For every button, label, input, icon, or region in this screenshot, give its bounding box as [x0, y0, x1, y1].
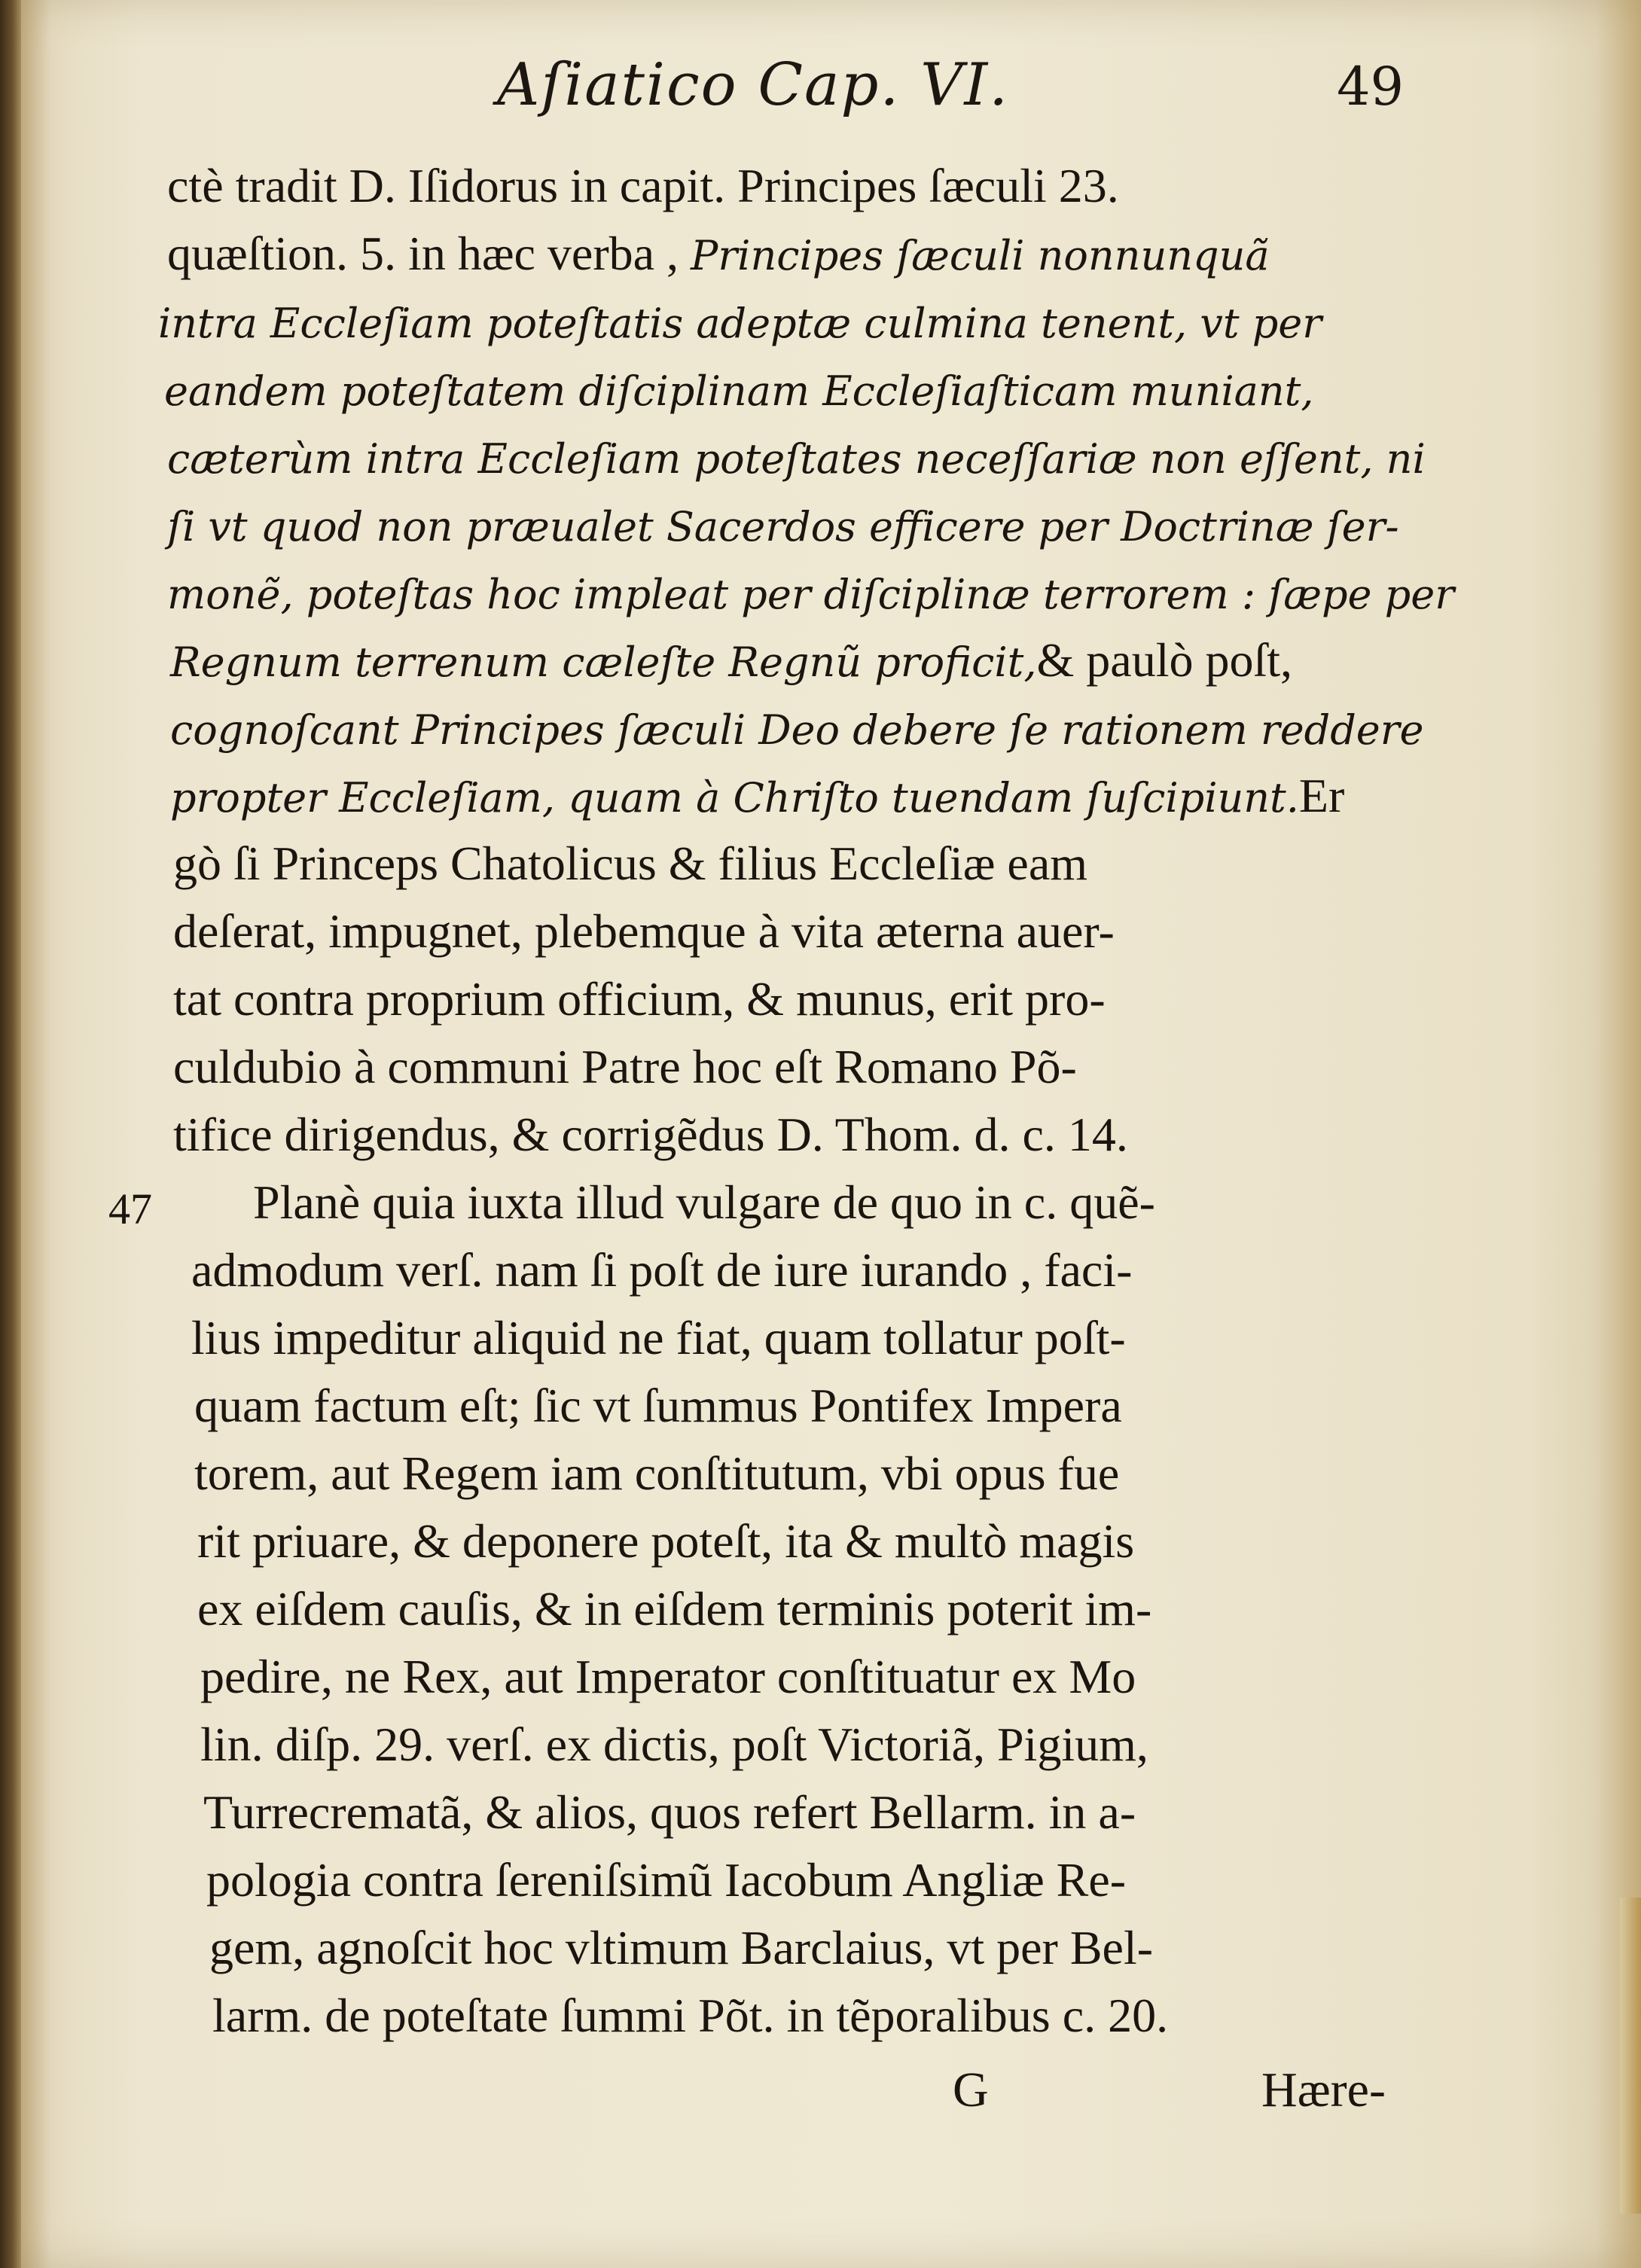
text-line [200, 1643, 1136, 1711]
text-line [209, 1914, 1153, 1982]
text-line [164, 355, 1313, 423]
line-roman: Planè quia iuxta illud vulgare de quo in c. quẽ- [253, 1175, 1155, 1229]
line-italic: Principes ſæculi nonnunquã [691, 232, 1270, 279]
line-italic: ſi vt quod non præualet Sacerdos efficere per Doctrinæ ſer- [167, 503, 1399, 550]
catchword: Hære- [1261, 2062, 1386, 2117]
text-line [197, 1575, 1151, 1643]
text-line [206, 1846, 1126, 1914]
line-italic: Regnum terrenum cæleſte Regnũ proficit, [170, 639, 1037, 686]
page-number: 49 [1337, 56, 1405, 117]
line-roman: torem, aut Regem iam conſtitutum, vbi opus fue [194, 1446, 1120, 1500]
text-line [212, 1982, 1168, 2050]
text-line [167, 152, 1119, 220]
text-line [173, 830, 1087, 898]
line-roman: Turrecrematã, & alios, quos refert Bellarm. in a- [203, 1785, 1136, 1839]
text-line [203, 1779, 1136, 1846]
text-line [167, 423, 1426, 491]
running-head: Aſiatico Cap. VI. [497, 51, 1010, 119]
line-roman: quam factum eſt; ſic vt ſummus Pontifex Impera [194, 1379, 1122, 1432]
text-line [200, 1711, 1148, 1779]
text-line [253, 1169, 1155, 1236]
line-roman: gem, agnoſcit hoc vltimum Barclaius, vt per Bel- [209, 1921, 1154, 1974]
line-roman: larm. de poteſtate ſummi Põt. in tẽporalibus c. 20. [212, 1989, 1169, 2042]
text-line [173, 1033, 1077, 1101]
text-line [194, 1440, 1119, 1507]
text-line [170, 694, 1424, 762]
text-line [197, 1507, 1134, 1575]
line-roman: ex eiſdem cauſis, & in eiſdem terminis poterit im- [197, 1582, 1152, 1635]
text-line [158, 288, 1322, 355]
line-roman: lius impeditur aliquid ne fiat, quam tollatur poſt- [191, 1311, 1126, 1364]
text-line [170, 762, 1344, 830]
line-italic: intra Eccleſiam poteſtatis adeptæ culmina tenent, vt per [158, 300, 1322, 347]
line-italic: monẽ, poteſtas hoc impleat per diſciplinæ terrorem : ſæpe per [167, 571, 1455, 618]
line-italic: eandem poteſtatem diſciplinam Eccleſiaſticam muniant, [164, 367, 1314, 415]
margin-paragraph-number: 47 [108, 1184, 152, 1233]
line-roman: culdubio à communi Patre hoc eſt Romano Põ- [173, 1040, 1077, 1093]
text-line [167, 220, 1270, 288]
text-line [167, 491, 1399, 559]
line-roman: pedire, ne Rex, aut Imperator conſtituatur ex Mo [200, 1650, 1136, 1703]
text-line [191, 1236, 1132, 1304]
line-roman: tat contra proprium officium, & munus, erit pro- [173, 972, 1106, 1026]
text-line [173, 1101, 1128, 1169]
line-roman: rit priuare, & deponere poteſt, ita & multò magis [197, 1514, 1135, 1568]
line-roman: quæſtion. 5. in hæc verba , [167, 227, 691, 280]
line-roman: pologia contra ſereniſsimũ Iacobum Angliæ Re- [206, 1853, 1127, 1907]
line-italic: propter Eccleſiam, quam à Chriſto tuendam ſuſcipiunt. [170, 774, 1299, 822]
line-roman: & paulò poſt, [1036, 633, 1293, 687]
text-line [194, 1372, 1122, 1440]
line-roman: admodum verſ. nam ſi poſt de iure iurando , faci- [191, 1243, 1133, 1297]
line-italic: cæterùm intra Eccleſiam poteſtates neceſſariæ non eſſent, ni [167, 435, 1426, 483]
line-roman: deſerat, impugnet, plebemque à vita æterna auer- [173, 904, 1115, 958]
signature-mark: G [953, 2062, 989, 2117]
line-roman: lin. diſp. 29. verſ. ex dictis, poſt Victoriã, Pigium, [200, 1718, 1148, 1771]
line-roman: tifice dirigendus, & corrigẽdus D. Thom. d. c. 14. [173, 1108, 1128, 1161]
line-roman: ctè tradit D. Iſidorus in capit. Principes ſæculi 23. [167, 159, 1119, 212]
text-line [170, 626, 1292, 694]
line-italic: cognoſcant Principes ſæculi Deo debere ſe rationem reddere [170, 706, 1424, 754]
text-line [167, 559, 1454, 626]
line-roman: gò ſi Princeps Chatolicus & filius Eccleſiæ eam [173, 837, 1087, 890]
text-line [191, 1304, 1126, 1372]
line-roman: Er [1298, 769, 1345, 822]
text-line [173, 965, 1106, 1033]
text-line [173, 898, 1115, 965]
